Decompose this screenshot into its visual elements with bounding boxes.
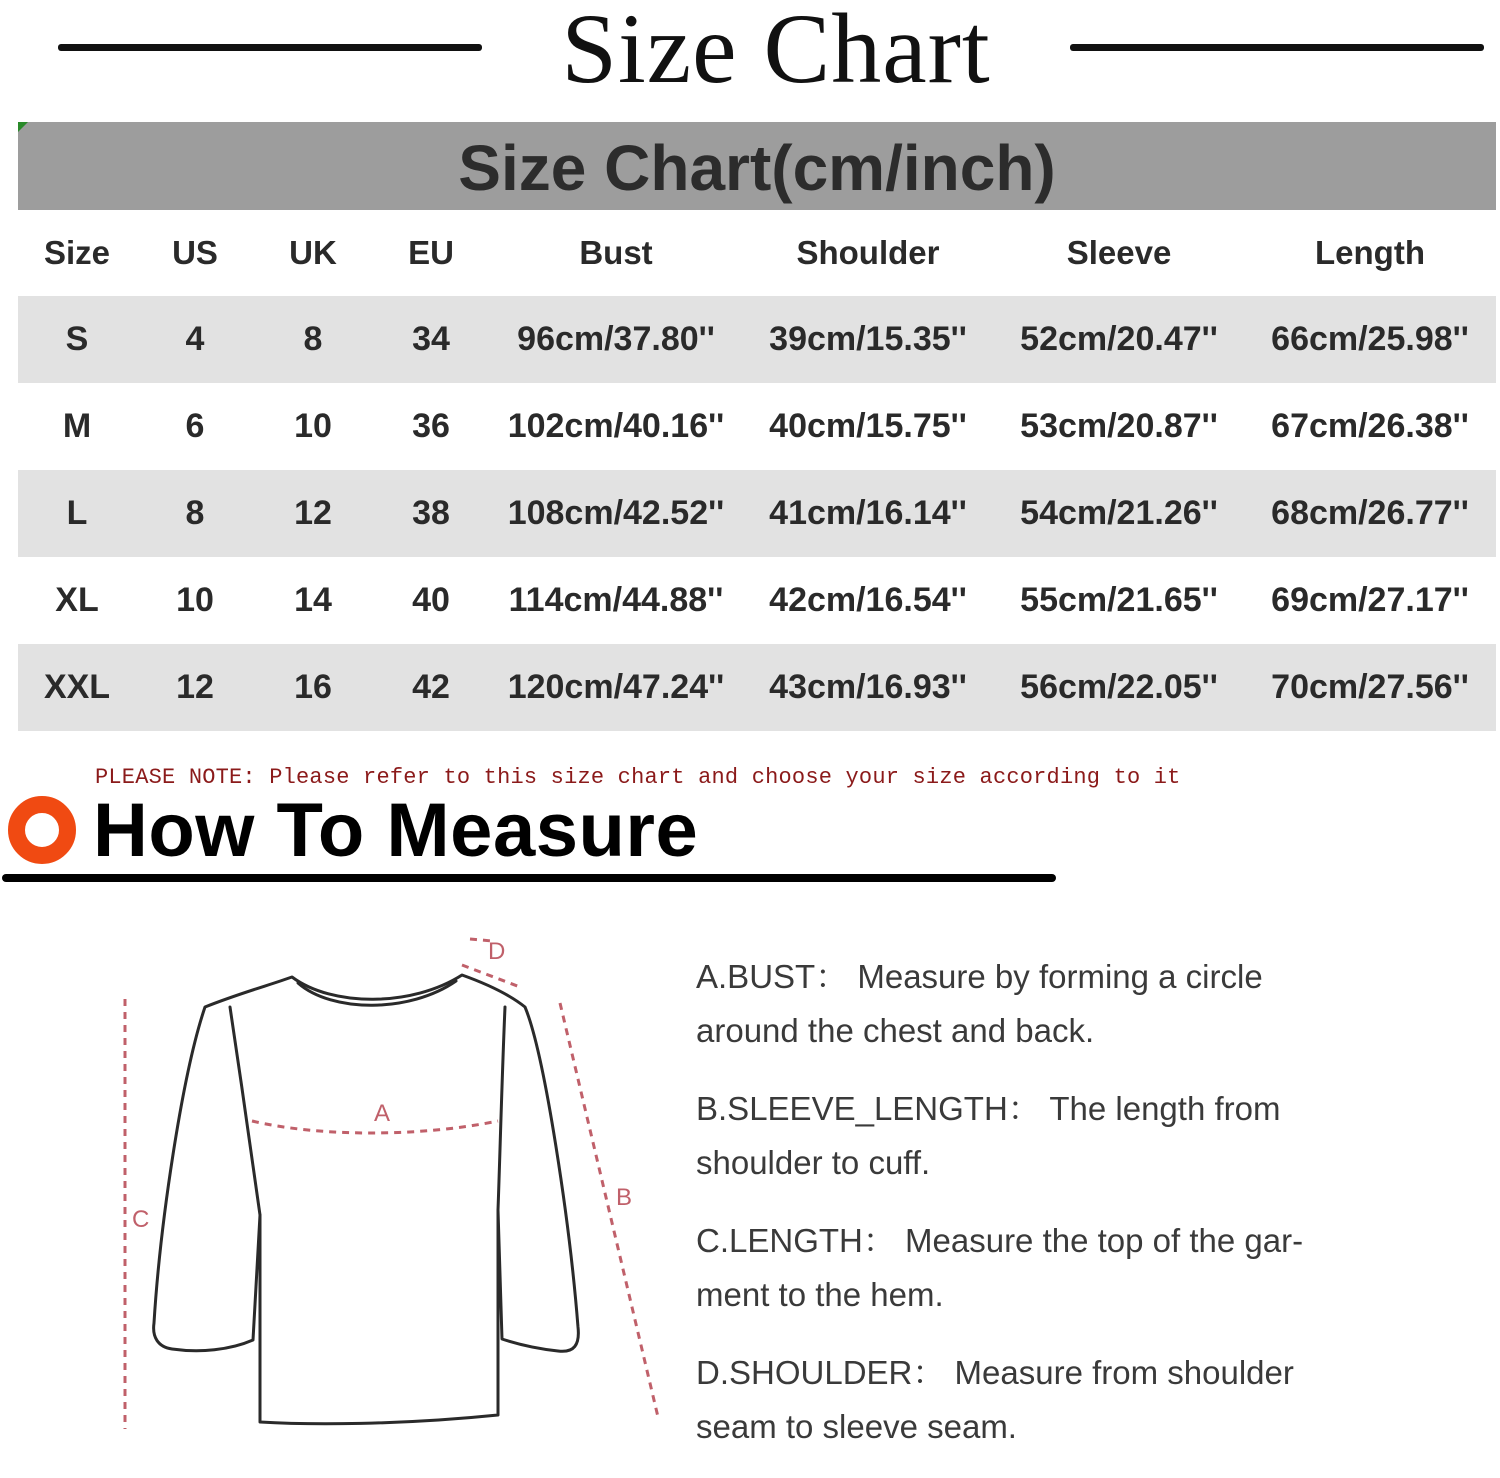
measure-instructions: [696, 950, 1456, 1478]
measurement-lines: [125, 939, 658, 1429]
instruction-line: D.SHOULDER： Measure from shoulder: [696, 1354, 1294, 1391]
table-cell: 70cm/27.56'': [1244, 644, 1496, 731]
table-cell: 39cm/15.35'': [742, 296, 994, 383]
table-row: [18, 557, 1496, 644]
column-header-bust: Bust: [579, 234, 653, 271]
table-cell: 42cm/16.54'': [769, 581, 967, 619]
table-cell: 12: [254, 470, 372, 557]
table-cell: 102cm/40.16'': [507, 407, 725, 445]
table-cell: 68cm/26.77'': [1244, 470, 1496, 557]
table-cell: 40cm/15.75'': [769, 407, 967, 445]
table-cell: L: [18, 470, 136, 557]
page-title: Size Chart: [561, 0, 991, 104]
banner-title: Size Chart(cm/inch): [458, 132, 1056, 204]
table-cell: S: [18, 296, 136, 383]
size-chart-banner: [18, 122, 1496, 210]
table-cell: 120cm/47.24'': [490, 644, 742, 731]
table-cell: 10: [294, 407, 332, 445]
instruction-line: C.LENGTH： Measure the top of the gar-: [696, 1222, 1304, 1259]
label-b: B: [616, 1184, 633, 1211]
table-cell: 56cm/22.05'': [994, 644, 1244, 731]
column-header-uk: UK: [289, 234, 337, 271]
table-cell: 14: [294, 581, 332, 619]
size-note: PLEASE NOTE: Please refer to this size chart and choose your size according to it: [95, 765, 1181, 790]
label-a: A: [374, 1100, 391, 1127]
table-cell: 53cm/20.87'': [1020, 407, 1218, 445]
instruction-shoulder: [696, 1346, 1456, 1454]
table-cell: 55cm/21.65'': [1020, 581, 1218, 619]
table-cell: 8: [136, 470, 254, 557]
garment-diagram: [100, 925, 680, 1455]
sleeve-measure-line: [560, 1003, 658, 1417]
table-cell: XXL: [18, 644, 136, 731]
banner-corner-mark: [18, 122, 28, 132]
size-table: [18, 210, 1496, 731]
table-cell: 43cm/16.93'': [742, 644, 994, 731]
table-cell: 41cm/16.14'': [742, 470, 994, 557]
instruction-line: B.SLEEVE_LENGTH： The length from: [696, 1090, 1281, 1127]
table-cell: 52cm/20.47'': [994, 296, 1244, 383]
instruction-line: seam to sleeve seam.: [696, 1408, 1017, 1445]
instruction-line: around the chest and back.: [696, 1012, 1095, 1049]
table-row: [18, 296, 1496, 383]
table-cell: 40: [412, 581, 450, 619]
table-row: [18, 470, 1496, 557]
header-rule-right: [1070, 44, 1484, 51]
column-header-us: US: [172, 234, 218, 271]
instruction-line: shoulder to cuff.: [696, 1144, 931, 1181]
instruction-length: [696, 1214, 1456, 1322]
table-cell: M: [62, 407, 92, 445]
table-row: [18, 383, 1496, 470]
shirt-outline-icon: [154, 975, 579, 1424]
table-cell: 8: [254, 296, 372, 383]
table-cell: 4: [136, 296, 254, 383]
column-header-shoulder: Shoulder: [796, 234, 940, 271]
table-cell: XL: [55, 581, 99, 619]
instruction-line: A.BUST： Measure by forming a circle: [696, 958, 1263, 995]
label-c: C: [132, 1206, 150, 1233]
table-cell: 16: [254, 644, 372, 731]
how-to-measure-title: How To Measure: [93, 788, 699, 873]
column-header-length: Length: [1315, 234, 1425, 271]
how-to-measure-header: [0, 790, 1060, 890]
column-header-sleeve: Sleeve: [1066, 234, 1172, 271]
table-cell: 36: [412, 407, 450, 445]
table-cell: 34: [372, 296, 490, 383]
table-cell: 12: [136, 644, 254, 731]
shoulder-measure-line: [462, 965, 520, 987]
table-cell: 108cm/42.52'': [490, 470, 742, 557]
heading-underline: [2, 874, 1056, 882]
table-header-row: [18, 210, 1496, 296]
table-cell: 38: [372, 470, 490, 557]
instruction-sleeve: [696, 1082, 1456, 1190]
table-cell: 66cm/25.98'': [1244, 296, 1496, 383]
header-rule-left: [58, 44, 482, 51]
table-row: [18, 644, 1496, 731]
column-header-size: Size: [43, 234, 111, 271]
table-cell: 54cm/21.26'': [994, 470, 1244, 557]
table-cell: 6: [185, 407, 205, 445]
label-d: D: [488, 938, 506, 965]
column-header-eu: EU: [408, 234, 454, 271]
table-cell: 10: [176, 581, 214, 619]
instruction-bust: [696, 950, 1456, 1058]
table-cell: 96cm/37.80'': [490, 296, 742, 383]
table-cell: 114cm/44.88'': [508, 581, 724, 619]
instruction-line: ment to the hem.: [696, 1276, 944, 1313]
table-cell: 67cm/26.38'': [1271, 407, 1469, 445]
table-cell: 42: [372, 644, 490, 731]
table-cell: 69cm/27.17'': [1271, 581, 1469, 619]
page-header: [0, 0, 1500, 104]
ring-icon: [8, 796, 76, 864]
